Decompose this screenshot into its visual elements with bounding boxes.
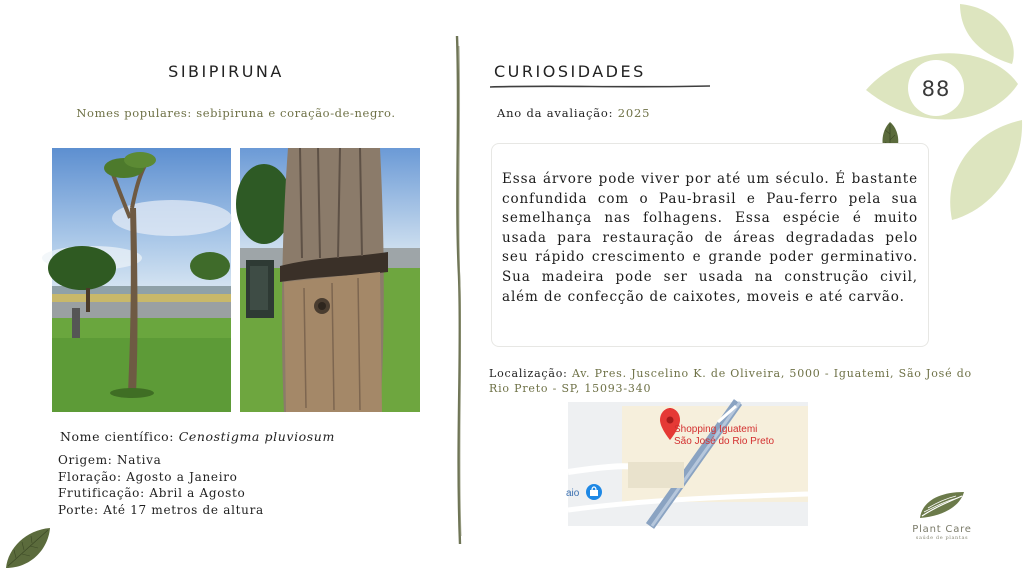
page-number: 88 (921, 77, 951, 101)
curiosities-text: Essa árvore pode viver por até um século. É bastante confundida com o Pau-brasil e Pau-ferro pela sua semelhança nas folhagens. Essa espécie é muito usada para restauração de áreas degradadas pelo seu rápido crescimento e grande poder germinativo. Sua madeira pode ser usada na construção civil, além de confecção de caixotes, moveis e até carvão. (502, 171, 918, 305)
location-label: Localização: (489, 367, 568, 380)
logo-tagline: saúde de plantas (915, 535, 969, 541)
evaluation-year (497, 106, 650, 120)
origin-text: Origem: Nativa (58, 453, 162, 467)
location-map[interactable] (568, 402, 808, 526)
location (489, 366, 979, 396)
column-divider (452, 36, 466, 546)
curiosities-title: CURIOSIDADES (494, 62, 646, 81)
map-place-line2: São José do Rio Preto (674, 436, 775, 447)
leaf-icon (2, 526, 52, 572)
scientific-name-value: Cenostigma pluviosum (178, 429, 335, 444)
flowering-text: Floração: Agosto a Janeiro (58, 469, 238, 484)
fruiting-text: Frutificação: Abril a Agosto (58, 486, 246, 500)
shopping-bag-icon (586, 484, 602, 500)
location-value: Av. Pres. Juscelino K. de Oliveira, 5000 - Iguatemi, São José do Rio Preto - SP, 15093-340 (489, 367, 972, 395)
curiosities-card (491, 143, 929, 347)
title-underline (490, 84, 712, 90)
popular-names-label: Nomes populares: (76, 106, 192, 120)
plant-care-logo (900, 488, 984, 541)
popular-names (0, 106, 472, 120)
tree-photo (52, 148, 231, 412)
evaluation-year-label: Ano da avaliação: (497, 106, 614, 120)
leaf-icon (950, 120, 1022, 220)
scientific-name-label: Nome científico: (60, 429, 175, 444)
trunk-photo (240, 148, 420, 412)
map-partial-label: aio (566, 488, 580, 499)
logo-name: Plant Care (912, 524, 972, 535)
map-place-line1: Shopping Iguatemi (674, 424, 758, 435)
popular-names-value: sebipiruna e coração-de-negro. (196, 106, 396, 120)
species-facts (58, 452, 264, 518)
evaluation-year-value: 2025 (617, 106, 651, 120)
size-text: Porte: Até 17 metros de altura (58, 502, 264, 517)
scientific-name (60, 429, 335, 444)
species-title: SIBIPIRUNA (168, 62, 284, 81)
plant-care-logo-icon (914, 488, 970, 520)
